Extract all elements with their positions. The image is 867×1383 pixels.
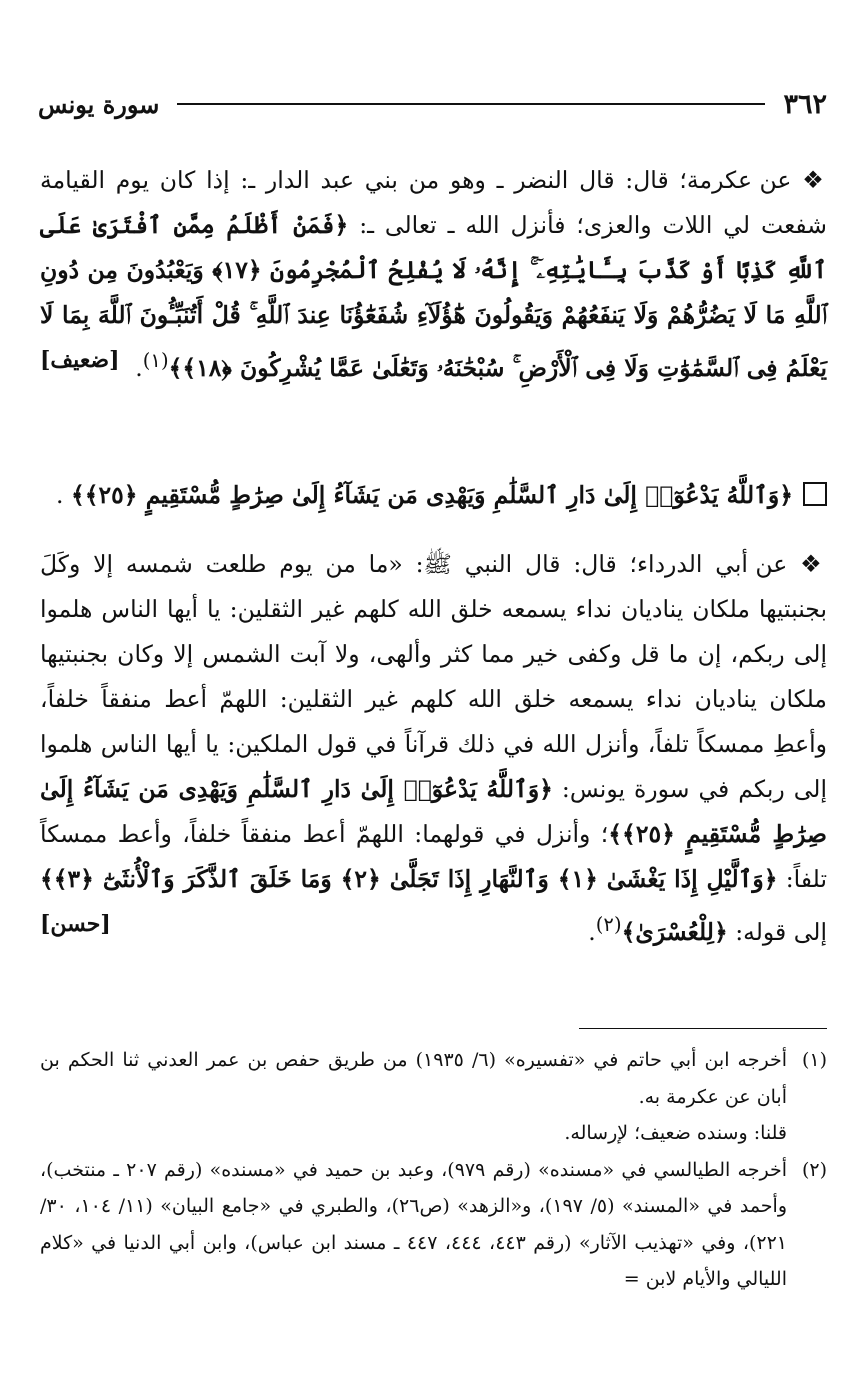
- footnote-text: أخرجه ابن أبي حاتم في «تفسيره» (٦/ ١٩٣٥) من طريق حفص بن عمر العدني ثنا الحكم بن أبان عن عكرمة به.: [40, 1049, 787, 1108]
- page-number: ٣٦٢: [783, 88, 827, 120]
- square-box-icon: [803, 482, 827, 506]
- hadith-block-2: [40, 542, 827, 955]
- hadith-text: عن أبي الدرداء؛ قال: قال النبي ﷺ: «ما من يوم طلعت شمسه إلا وكَلَ بجنبتيها ملكان يناديان نداء يسمعه خلق الله كلهم غير الثقلين: يا أيها الناس هلموا إلى ربكم، إن ما قل وكفى خير مما كثر وألهى، ولا آبت الشمس إلا وكان بجنبتيها ملكان يناديان نداء يسمعه خلق الله كلهم غير الثقلين: اللهمّ أعط منفقاً خلفاً، وأعطِ ممسكاً تلفاً، وأنزل الله في ذلك قرآناً في قول الملكين: يا أيها الناس هلموا إلى ربكم في سورة يونس:: [40, 550, 827, 803]
- grade-label: [ضعيف]: [40, 347, 120, 373]
- surah-name: سورة يونس: [38, 89, 160, 119]
- hadith-text: عن عكرمة؛ قال: قال النضر ـ وهو من بني عبد الدار ـ: إذا كان يوم القيامة شفعت لي اللات والعزى؛ فأنزل الله ـ تعالى ـ:: [40, 166, 827, 239]
- footnotes: [40, 1042, 827, 1298]
- footnote-text: أخرجه الطيالسي في «مسنده» (رقم ٩٧٩)، وعبد بن حميد في «مسنده» (رقم ٢٠٧ ـ منتخب)، وأحمد في «المسند» (٥/ ١٩٧)، و«الزهد» (ص٢٦)، والطبري في «جامع البيان» (١١/ ١٠٤، ٣٠/ ٢٢١)، وفي «تهذيب الآثار» (رقم ٤٤٣، ٤٤٤، ٤٤٧ ـ مسند ابن عباس)، وابن أبي الدنيا في «كلام الليالي والأيام لابن =: [40, 1158, 788, 1290]
- footnote-ref: (٢): [595, 913, 622, 936]
- quran-verse: ﴿لِلْعُسْرَىٰ﴾: [621, 917, 728, 946]
- hadith-text: ؛ وأنزل في قولهما: اللهمّ أعط منفقاً خلفاً، وأعط ممسكاً تلفاً:: [40, 820, 827, 893]
- quran-verse: ﴿وَٱللَّهُ يَدْعُوٓا۟ إِلَىٰ دَارِ ٱلسَّلَٰمِ وَيَهْدِى مَن يَشَآءُ إِلَىٰ صِرَٰطٍ مُّسْتَقِيمٍ ﴿٢٥﴾﴾: [71, 481, 793, 509]
- diamond-ornament-icon: ❖: [802, 166, 827, 194]
- footnote-number: (٢): [801, 1158, 827, 1181]
- footnote-ref: (١): [142, 349, 169, 372]
- verse-heading-block: [40, 473, 827, 518]
- sentence-end: .: [588, 917, 596, 946]
- diamond-ornament-icon: ❖: [800, 550, 827, 578]
- sentence-end: .: [135, 353, 143, 382]
- header-rule: [177, 103, 765, 105]
- footnote-text: قلنا: وسنده ضعيف؛ لإرساله.: [564, 1122, 787, 1144]
- sentence-end: .: [56, 481, 64, 509]
- hadith-block-1: [40, 158, 827, 391]
- footnote-1: [40, 1042, 827, 1152]
- quran-verse: ﴿وَٱللَّهُ يَدْعُوٓا۟ إِلَىٰ دَارِ ٱلسَّلَٰمِ وَيَهْدِى مَن يَشَآءُ إِلَىٰ صِرَٰطٍ مُّسْتَقِيمٍ ﴿٢٥﴾﴾: [40, 775, 827, 848]
- quran-verse: ﴿فَمَنْ أَظْلَمُ مِمَّنِ ٱفْتَرَىٰ عَلَى ٱللَّهِ كَذِبًا أَوْ كَذَّبَ بِـَٔايَٰتِهِۦٓ ۚ إِنَّهُۥ لَا يُفْلِحُ ٱلْمُجْرِمُونَ ﴿١٧﴾ وَيَعْبُدُونَ مِن دُونِ ٱللَّهِ مَا لَا يَضُرُّهُمْ وَلَا يَنفَعُهُمْ وَيَقُولُونَ هَٰٓؤُلَآءِ شُفَعَٰٓؤُنَا عِندَ ٱللَّهِ ۚ قُلْ أَتُنَبِّـُٔونَ ٱللَّهَ بِمَا لَا يَعْلَمُ فِى ٱلسَّمَٰوَٰتِ وَلَا فِى ٱلْأَرْضِ ۚ سُبْحَٰنَهُۥ وَتَعَٰلَىٰ عَمَّا يُشْرِكُونَ ﴿١٨﴾﴾: [40, 211, 827, 382]
- footnote-number: (١): [801, 1049, 827, 1071]
- footnote-rule: [579, 1028, 827, 1029]
- quran-verse: ﴿وَٱلَّيْلِ إِذَا يَغْشَىٰ ﴿١﴾ وَٱلنَّهَارِ إِذَا تَجَلَّىٰ ﴿٢﴾ وَمَا خَلَقَ ٱلذَّكَرَ وَٱلْأُنثَىٰٓ ﴿٣﴾﴾: [40, 865, 778, 893]
- hadith-text: إلى قوله:: [735, 917, 827, 946]
- footnote-2: [40, 1152, 827, 1298]
- grade-label: [حسن]: [40, 911, 111, 937]
- page-header: [38, 84, 827, 124]
